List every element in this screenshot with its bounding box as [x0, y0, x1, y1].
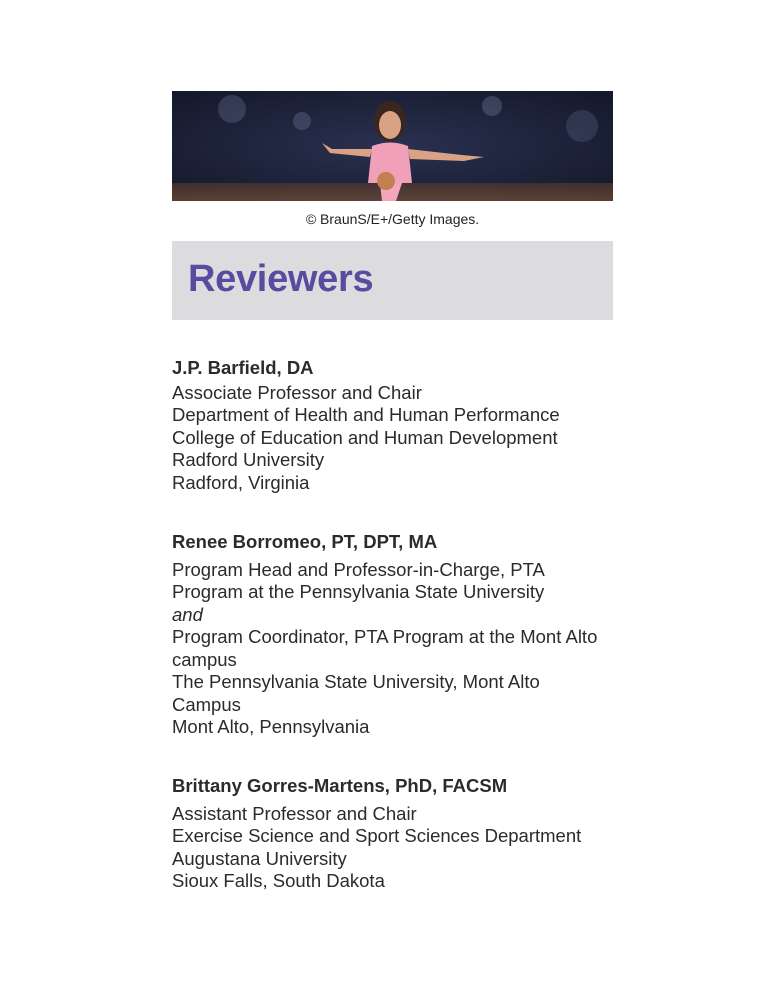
reviewer-affiliation-line: Campus: [172, 693, 241, 715]
reviewer-affiliation-line: Department of Health and Human Performance: [172, 404, 560, 425]
reviewer-affiliation-line: Assistant Professor and Chair: [172, 802, 417, 824]
reviewer-affiliation-line: Augustana University: [172, 847, 347, 869]
reviewer-entry: [172, 531, 632, 739]
athlete-photo: [172, 91, 613, 201]
reviewer-affiliation-line: campus: [172, 648, 237, 670]
reviewer-name: Renee Borromeo, PT, DPT, MA: [172, 531, 438, 552]
reviewer-name: Brittany Gorres-Martens, PhD, FACSM: [172, 775, 508, 796]
reviewer-affiliation-line: Exercise Science and Sport Sciences Department: [172, 825, 582, 846]
page-title: Reviewers: [188, 258, 374, 300]
reviewer-affiliation-line: Program Head and Professor-in-Charge, PTA: [172, 558, 545, 580]
reviewer-entry: [172, 775, 632, 893]
reviewer-affiliation-line: College of Education and Human Development: [172, 426, 558, 448]
reviewer-name: J.P. Barfield, DA: [172, 357, 314, 378]
reviewer-affiliation-line: Program at the Pennsylvania State University: [172, 581, 545, 602]
reviewer-affiliation-line: The Pennsylvania State University, Mont Alto: [172, 671, 540, 692]
section-banner: [172, 241, 613, 320]
reviewer-conjunction: and: [172, 603, 203, 625]
reviewer-entry: [172, 357, 632, 494]
reviewer-affiliation-line: Radford, Virginia: [172, 471, 310, 493]
reviewer-affiliation-line: Associate Professor and Chair: [172, 381, 422, 403]
reviewer-affiliation-line: Program Coordinator, PTA Program at the Mont Alto: [172, 626, 598, 647]
reviewer-affiliation-line: Sioux Falls, South Dakota: [172, 870, 385, 891]
photo-credit: © BraunS/E+/Getty Images.: [305, 211, 480, 227]
reviewer-affiliation-line: Mont Alto, Pennsylvania: [172, 716, 370, 737]
reviewer-affiliation-line: Radford University: [172, 449, 325, 470]
